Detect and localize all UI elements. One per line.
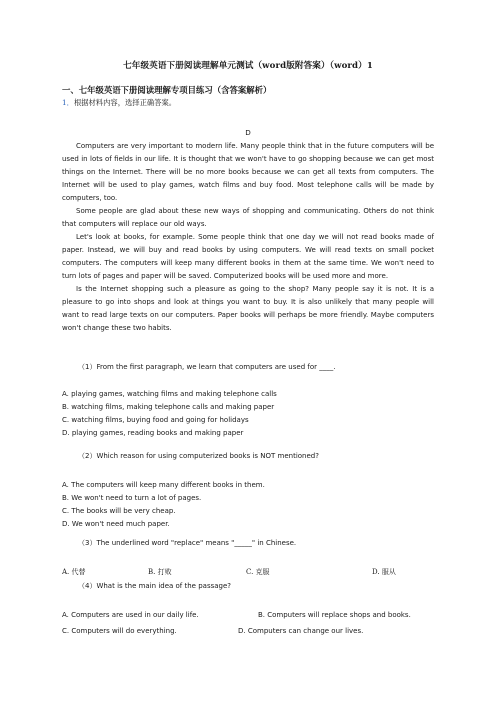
- question-stem-4: （4）What is the main idea of the passage?: [78, 582, 231, 590]
- passage-paragraph: Let's look at books, for example. Some people think that one day we will not read books made of paper. Instead, we will buy and read books by using computers. We will read texts on small pocket computers. The computers will keep many different books in them at the same time. We won't need to turn lots of pages and paper will be saved. Computerized books will be used more and more.: [62, 233, 434, 280]
- option-b: B. watching films, making telephone calls and making paper: [62, 403, 275, 411]
- question-instruction: 根据材料内容，选择正确答案。: [73, 98, 177, 107]
- question-3-options: [62, 566, 442, 579]
- option-d: D. Computers can change our lives.: [238, 627, 364, 635]
- option-a: A. Computers are used in our daily life.: [62, 611, 199, 619]
- question-stem-1: （1）From the first paragraph, we learn that computers are used for ____.: [78, 363, 336, 371]
- option-b: B. Computers will replace shops and books.: [258, 611, 411, 619]
- section-heading: 一、七年级英语下册阅读理解专项目练习（含答案解析）: [62, 85, 272, 95]
- document-title: 七年级英语下册阅读理解单元测试（word版附答案）（word）1: [123, 61, 373, 71]
- question-4-options-row1: [62, 609, 442, 622]
- question-intro: [62, 98, 176, 108]
- option-d: D. We won't need much paper.: [62, 520, 170, 528]
- question-stem-3: （3）The underlined word "replace" means "_____" in Chinese.: [78, 539, 297, 547]
- passage-paragraph: Some people are glad about these new ways of shopping and communicating. Others do not think that computers will replace our old ways.: [62, 207, 434, 228]
- option-c: C. The books will be very cheap.: [62, 507, 176, 515]
- question-2-options: [62, 479, 434, 531]
- option-d: D. playing games, reading books and making paper: [62, 429, 244, 437]
- passage-paragraph: Computers are very important to modern life. Many people think that in the future computers will be used in lots of fields in our life. It is thought that we won't have to go shopping because we can get most things on the Internet. There will be no more books because we can get all texts from computers. The Internet will be used to play games, watch films and buy food. Most telephone calls will be made by computers, too.: [62, 142, 434, 202]
- option-c: C. 克服: [246, 568, 270, 576]
- option-a: A. 代替: [62, 568, 86, 576]
- option-a: A. playing games, watching films and making telephone calls: [62, 390, 277, 398]
- option-a: A. The computers will keep many different books in them.: [62, 481, 265, 489]
- question-1-options: [62, 388, 434, 440]
- option-d: D. 服从: [372, 568, 396, 576]
- question-4-options-row2: [62, 625, 442, 638]
- option-c: C. watching films, buying food and going for holidays: [62, 416, 249, 424]
- question-stem-2: （2）Which reason for using computerized books is NOT mentioned?: [78, 452, 319, 460]
- option-b: B. 打败: [148, 568, 172, 576]
- option-c: C. Computers will do everything.: [62, 627, 177, 635]
- passage: [62, 140, 434, 335]
- question-number: 1．: [62, 98, 74, 107]
- passage-label: D: [245, 128, 251, 137]
- option-b: B. We won't need to turn a lot of pages.: [62, 494, 202, 502]
- passage-paragraph: Is the Internet shopping such a pleasure as going to the shop? Many people say it is not. It is a pleasure to go into shops and look at things you want to buy. It is also unlikely that many people will want to read large texts on our computers. Paper books will perhaps be more friendly. Maybe computers won't change these two habits.: [62, 285, 434, 332]
